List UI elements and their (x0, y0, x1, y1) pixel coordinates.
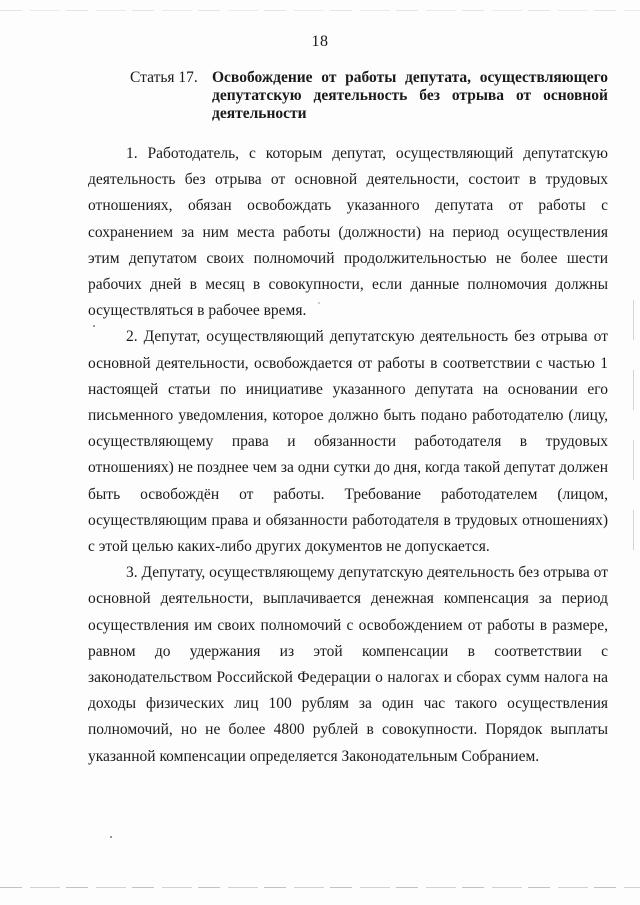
article-heading (130, 69, 608, 123)
scan-edge-bottom (0, 887, 640, 888)
article-body (88, 141, 608, 770)
scan-speck (110, 836, 112, 838)
scan-edge-right (633, 300, 634, 580)
scan-edge-top (0, 10, 640, 11)
paragraph-2: 2. Депутат, осуществляющий депутатскую деятельность без отрыва от основной деятельности, освобождается от работы в соответствии с частью 1 настоящей статьи по инициативе указанного депутата на основании его письменного уведомления, которое должно быть подано работодателю (лицу, осуществляющему права и обязанности работодателя в трудовых отношениях) не позднее чем за одни сутки до дня, когда такой депутат должен быть освобождён от работы. Требование работодателем (лицом, осуществляющим права и обязанности работодателя в трудовых отношениях) с этой целью каких-либо других документов не допускается. (88, 328, 608, 556)
paragraph-3: 3. Депутату, осуществляющему депутатскую деятельность без отрыва от основной деятельности, выплачивается денежная компенсация за период осуществления им своих полномочий с освобождением от работы в размере, равном до удержания из этой компенсации в соответствии с законодательством Российской Федерации о налогах и сборах сумм налога на доходы физических лиц 100 рублям за один час такого осуществления полномочий, но не более 4800 рублей в совокупности. Порядок выплаты указанной компенсации определяется Законодательным Собранием. (88, 564, 608, 765)
article-label: Статья 17. (130, 69, 198, 86)
page-number: 18 (311, 33, 329, 50)
scan-speck (318, 302, 320, 304)
scan-speck (93, 325, 95, 327)
paragraph-1: 1. Работодатель, с которым депутат, осуществляющий депутатскую деятельность без отрыва от основной деятельности, состоит в трудовых отношениях, обязан освобождать указанного депутата от работы с сохранением за ним места работы (должности) на период осуществления этим депутатом своих полномочий продолжительностью не более шести рабочих дней в месяц в совокупности, если данные полномочия должны осуществляться в рабочее время. (88, 145, 608, 320)
article-title: Освобождение от работы депутата, осуществляющего депутатскую деятельность без отрыва от основной деятельности (212, 69, 608, 122)
